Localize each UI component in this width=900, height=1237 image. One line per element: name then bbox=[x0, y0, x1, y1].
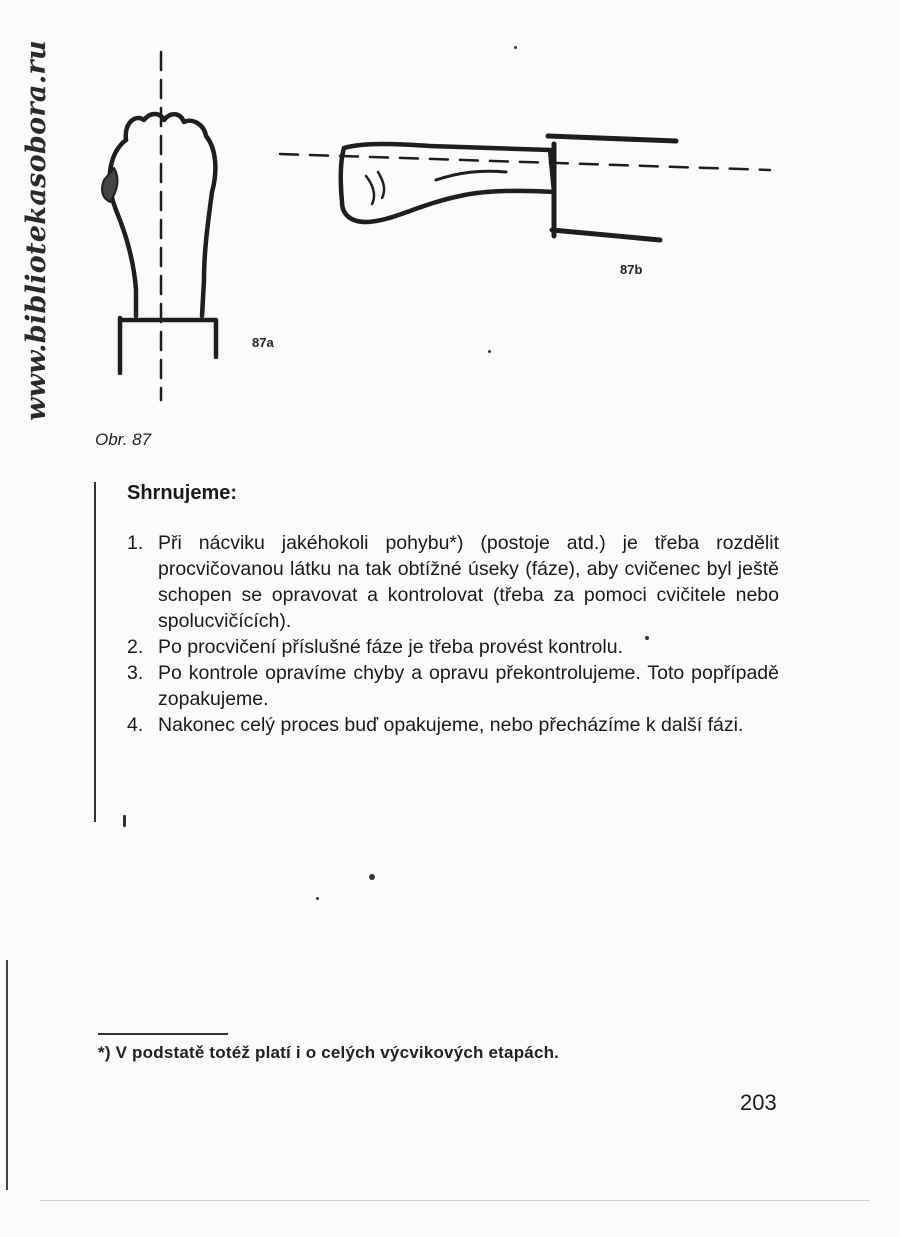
item-text: Po kontrole opravíme chyby a opravu překontrolujeme. Toto popřípadě zopakujeme. bbox=[158, 662, 779, 710]
figure-87 bbox=[80, 40, 800, 420]
list-item bbox=[127, 712, 779, 738]
summary-list bbox=[127, 530, 779, 738]
scan-speck bbox=[123, 815, 126, 827]
list-item bbox=[127, 660, 779, 712]
summary-heading: Shrnujeme: bbox=[127, 482, 238, 504]
scan-speck bbox=[316, 897, 319, 900]
item-number: 3. bbox=[127, 662, 144, 684]
list-item bbox=[127, 530, 779, 634]
item-text: Při nácviku jakéhokoli pohybu*) (postoje atd.) je třeba rozdělit procvičovanou látku na tak obtížné úseky (fáze), aby cvičenec byl ještě schopen se opravovat a kontrolovat (třeba za pomoci cvičitele nebo spolucvičících). bbox=[158, 532, 779, 632]
margin-bar bbox=[94, 482, 96, 822]
figure-caption: Obr. 87 bbox=[95, 430, 152, 449]
fist-side-drawing bbox=[280, 136, 770, 240]
scan-speck bbox=[514, 46, 517, 49]
fist-front-drawing bbox=[102, 52, 216, 400]
list-item bbox=[127, 634, 779, 660]
scan-speck bbox=[369, 874, 375, 880]
scan-speck bbox=[645, 636, 649, 640]
watermark-text: www.bibliotekasobora.ru bbox=[20, 39, 52, 421]
item-number: 4. bbox=[127, 714, 144, 736]
scan-speck bbox=[488, 350, 491, 353]
footnote: *) V podstatě totéž platí i o celých výcvikových etapách. bbox=[98, 1043, 560, 1062]
footnote-rule bbox=[98, 1033, 228, 1035]
item-number: 1. bbox=[127, 532, 144, 554]
watermark bbox=[18, 20, 54, 440]
scan-bottom-edge bbox=[40, 1200, 870, 1201]
figure-label-87a: 87a bbox=[252, 335, 274, 350]
item-text: Po procvičení příslušné fáze je třeba provést kontrolu. bbox=[158, 636, 623, 658]
page-number: 203 bbox=[740, 1090, 777, 1115]
item-text: Nakonec celý proces buď opakujeme, nebo přecházíme k další fázi. bbox=[158, 714, 744, 736]
scan-edge-line bbox=[6, 960, 8, 1190]
figure-illustration bbox=[80, 40, 800, 420]
figure-label-87b: 87b bbox=[620, 262, 643, 277]
item-number: 2. bbox=[127, 636, 144, 658]
